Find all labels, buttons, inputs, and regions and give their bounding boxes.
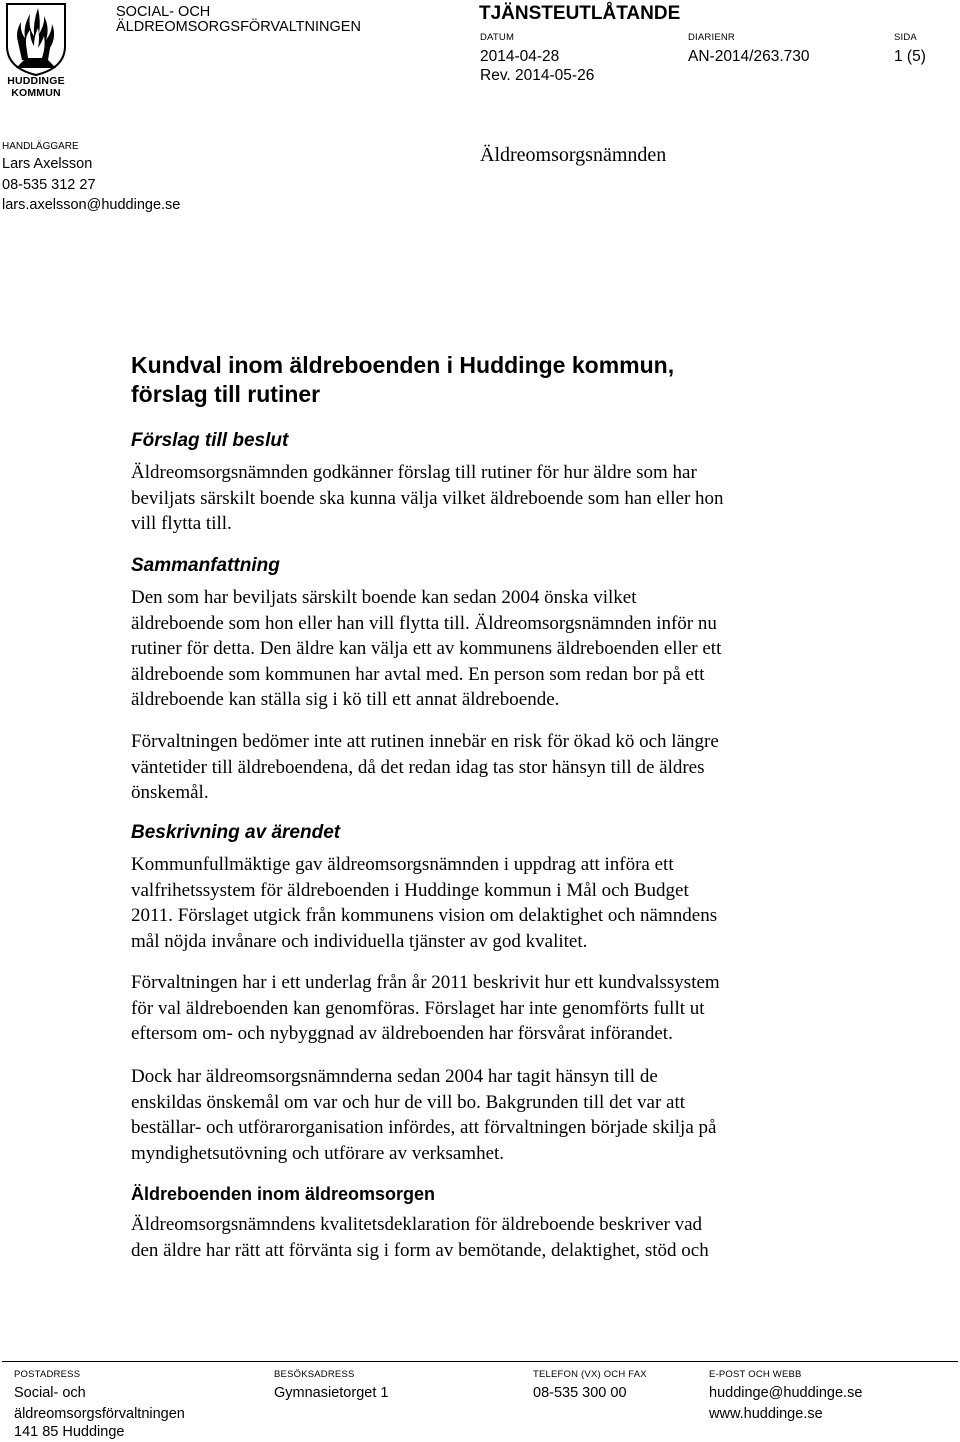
datum-value: 2014-04-28 xyxy=(480,48,560,65)
telefon-label: TELEFON (VX) OCH FAX xyxy=(533,1369,647,1380)
heading-beskrivning: Beskrivning av ärendet xyxy=(131,822,341,843)
text-line: valfrihetssystem för äldreboenden i Huddinge kommun i Mål och Budget xyxy=(131,879,689,901)
postadress-label: POSTADRESS xyxy=(14,1369,81,1380)
text-line: den äldre har rätt att förvänta sig i form av bemötande, delaktighet, stöd och xyxy=(131,1239,709,1261)
besoksadress-value: Gymnasietorget 1 xyxy=(274,1385,389,1401)
title-line-2: förslag till rutiner xyxy=(131,381,321,407)
diarienr-label: DIARIENR xyxy=(688,32,735,43)
revision-date: Rev. 2014-05-26 xyxy=(480,67,595,84)
paragraph-beskrivning-2 xyxy=(131,970,831,1047)
logo-text-line-2: KOMMUN xyxy=(11,87,61,99)
document-title xyxy=(131,351,674,409)
postadress-line-3: 141 85 Huddinge xyxy=(14,1424,125,1440)
postadress-line-1: Social- och xyxy=(14,1385,86,1401)
paragraph-sammanfattning xyxy=(131,585,831,713)
footer-divider xyxy=(2,1361,958,1362)
handlaggare-name: Lars Axelsson xyxy=(2,156,93,172)
text-line: Kommunfullmäktige gav äldreomsorgsnämnden i uppdrag att införa ett xyxy=(131,854,674,875)
text-line: för val äldreboenden kan genomföras. Förslaget har inte genomförts fullt ut xyxy=(131,997,705,1019)
paragraph-beskrivning-3 xyxy=(131,1064,831,1166)
heading-sammanfattning: Sammanfattning xyxy=(131,555,280,576)
recipient: Äldreomsorgsnämnden xyxy=(480,144,667,166)
text-line: rutiner för detta. Den äldre kan välja ett av kommunens äldreboenden eller ett xyxy=(131,638,722,659)
text-line: väntetider till äldreboendena, då det redan idag tas stor hänsyn till de äldres xyxy=(131,756,705,778)
paragraph-bedomning xyxy=(131,729,831,806)
diarienr-value: AN-2014/263.730 xyxy=(688,48,810,65)
text-line: enskildas önskemål om var och hur de vill bo. Bakgrunden till det var att xyxy=(131,1091,686,1113)
text-line: myndighetsutövning och utförare av verksamhet. xyxy=(131,1142,505,1164)
text-line: eftersom om- och nybyggnad av äldreboenden har försvårat införandet. xyxy=(131,1023,673,1044)
document-type: TJÄNSTEUTLÅTANDE xyxy=(479,3,681,24)
text-line: beviljats särskilt boende ska kunna välja vilket äldreboende som han eller hon xyxy=(131,487,724,509)
handlaggare-phone: 08-535 312 27 xyxy=(2,177,96,193)
paragraph-beskrivning-1 xyxy=(131,852,831,954)
heading-forslag: Förslag till beslut xyxy=(131,430,289,451)
epost-label: E-POST OCH WEBB xyxy=(709,1369,802,1380)
besoksadress-label: BESÖKSADRESS xyxy=(274,1369,355,1380)
heading-aldreboenden: Äldreboenden inom äldreomsorgen xyxy=(131,1184,436,1204)
datum-label: DATUM xyxy=(480,32,515,43)
org-name-line-1: SOCIAL- OCH xyxy=(116,4,211,20)
text-line: äldreboende som kommunen har avtal med. En person som redan bor på ett xyxy=(131,663,705,685)
handlaggare-email: lars.axelsson@huddinge.se xyxy=(2,197,181,213)
coat-of-arms-icon xyxy=(4,2,68,76)
text-line: vill flytta till. xyxy=(131,513,232,534)
paragraph-aldreboenden xyxy=(131,1212,831,1263)
text-line: Äldreomsorgsnämnden godkänner förslag till rutiner för hur äldre som har xyxy=(131,462,697,483)
text-line: önskemål. xyxy=(131,782,209,803)
logo-text-line-1: HUDDINGE xyxy=(7,75,65,87)
sida-value: 1 (5) xyxy=(894,48,926,65)
text-line: Dock har äldreomsorgsnämnderna sedan 2004 har tagit hänsyn till de xyxy=(131,1066,658,1087)
text-line: äldreboende kan ställa sig i kö till ett annat äldreboende. xyxy=(131,689,560,710)
handlaggare-label: HANDLÄGGARE xyxy=(2,141,79,152)
telefon-value: 08-535 300 00 xyxy=(533,1385,627,1401)
postadress-line-2: äldreomsorgsförvaltningen xyxy=(14,1406,185,1422)
text-line: Förvaltningen bedömer inte att rutinen innebär en risk för ökad kö och längre xyxy=(131,731,719,752)
text-line: Den som har beviljats särskilt boende kan sedan 2004 önska vilket xyxy=(131,587,637,608)
text-line: mål nöjda invånare och individuella tjänster av god kvalitet. xyxy=(131,930,588,952)
webb-link[interactable]: www.huddinge.se xyxy=(709,1406,823,1422)
text-line: äldreboende som hon eller han vill flytta till. Äldreomsorgsnämnden inför nu xyxy=(131,612,717,634)
sida-label: SIDA xyxy=(894,32,917,43)
paragraph-forslag xyxy=(131,460,831,537)
text-line: beställar- och utförarorganisation infördes, att förvaltningen började skilja på xyxy=(131,1117,717,1138)
text-line: 2011. Förslaget utgick från kommunens vision om delaktighet och nämndens xyxy=(131,905,718,926)
huddinge-logo xyxy=(4,2,68,102)
text-line: Förvaltningen har i ett underlag från år 2011 beskrivit hur ett kundvalssystem xyxy=(131,972,720,993)
org-name-line-2: ÄLDREOMSORGSFÖRVALTNINGEN xyxy=(116,19,361,35)
title-line-1: Kundval inom äldreboenden i Huddinge kommun, xyxy=(131,352,675,378)
epost-link[interactable]: huddinge@huddinge.se xyxy=(709,1385,863,1401)
text-line: Äldreomsorgsnämndens kvalitetsdeklaration för äldreboende beskriver vad xyxy=(131,1214,703,1235)
